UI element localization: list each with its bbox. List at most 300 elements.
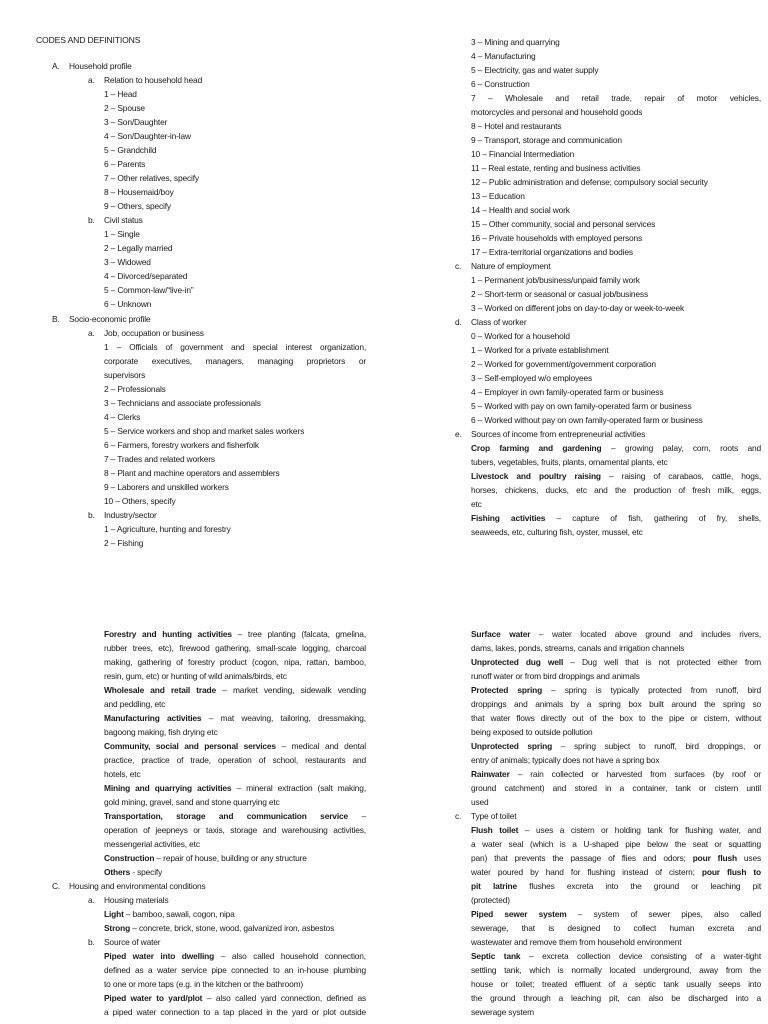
line-text: a. <box>88 895 95 905</box>
line-text: 2 – Legally married <box>104 243 173 253</box>
line-text: 2 – Short-term or seasonal or casual job/business <box>471 289 648 299</box>
text-line <box>471 64 598 78</box>
line-text: 6 – Farmers, forestry workers and fisherfolk <box>104 440 259 450</box>
text-line <box>104 796 280 810</box>
text-line <box>104 908 235 922</box>
bold-term: Light <box>104 909 124 919</box>
bold-term: Community, social and personal services <box>104 741 276 751</box>
bold-term: Surface water <box>471 629 531 639</box>
line-text: – repair of house, building or any structure <box>154 853 307 863</box>
text-line <box>104 355 366 369</box>
line-text: 8 – Hotel and restaurants <box>471 121 562 131</box>
line-text: 5 – Service workers and shop and market sales workers <box>104 426 305 436</box>
line-text: etc <box>471 499 482 509</box>
text-line <box>471 232 642 246</box>
text-line <box>471 866 761 880</box>
line-text: 2 – Worked for government/government corporation <box>471 359 656 369</box>
bold-term: Piped sewer system <box>471 909 567 919</box>
line-text: – tree planting (falcata, gmelina, <box>231 629 366 639</box>
text-line <box>52 880 60 894</box>
line-text: 5 – Common-law/“live-in” <box>104 285 194 295</box>
bold-term: Rainwater <box>471 769 510 779</box>
line-text: – excreta collection device consisting of a water-tight <box>520 951 761 961</box>
bold-term: Septic tank <box>471 951 521 961</box>
text-line <box>471 400 692 414</box>
line-text: – also called yard connection, defined as <box>202 993 366 1003</box>
text-line <box>471 768 761 782</box>
line-text: to one or more taps (e.g. in the kitchen or the bathroom) <box>104 979 304 989</box>
text-line <box>471 428 645 442</box>
text-line <box>471 978 761 992</box>
text-line <box>104 866 162 880</box>
text-line <box>471 246 633 260</box>
line-text: droppings and animals by a spring box built around the spring so <box>471 699 761 709</box>
line-text: practice, practice of trade, operation of school, restaurants and <box>104 755 366 765</box>
text-line <box>471 36 560 50</box>
text-line <box>471 134 622 148</box>
text-line <box>104 495 175 509</box>
text-line <box>455 428 462 442</box>
line-text: sewerage, that is designed to collect human excreta and <box>471 923 761 933</box>
text-line <box>104 894 168 908</box>
line-text: the ground through a leaching pit, can also be discharged into a <box>471 993 761 1003</box>
line-text: 7 – Trades and related workers <box>104 454 215 464</box>
line-text: 17 – Extra-territorial organizations and bodies <box>471 247 633 257</box>
text-line <box>471 302 684 316</box>
line-text: Housing materials <box>104 895 169 905</box>
text-line <box>104 838 200 852</box>
text-line <box>455 810 461 824</box>
text-line <box>471 526 643 540</box>
text-line <box>471 456 668 470</box>
text-line <box>104 74 202 88</box>
line-text: A. <box>52 61 60 71</box>
line-text: Housing and environmental conditions <box>69 881 206 891</box>
text-line <box>471 684 761 698</box>
text-line <box>471 316 526 330</box>
text-line <box>104 642 366 656</box>
line-text: C. <box>52 881 61 891</box>
text-line <box>471 740 761 754</box>
line-text: water poured by hand for flushing instead of cistern; <box>471 867 695 877</box>
line-text: – system of sewer pipes, also called <box>566 909 761 919</box>
line-text: 7 – Other relatives, specify <box>104 173 199 183</box>
line-text: seaweeds, etc, culturing fish, oyster, mussel, etc <box>471 527 643 537</box>
text-line <box>471 712 761 726</box>
text-line <box>104 144 156 158</box>
line-text: a. <box>88 75 95 85</box>
text-line <box>104 852 307 866</box>
text-line <box>104 467 280 481</box>
text-line <box>104 698 165 712</box>
text-line <box>471 512 761 526</box>
text-line <box>104 256 151 270</box>
line-text: corporate executives, managers, managing proprietors or <box>104 356 366 366</box>
text-line <box>471 92 761 106</box>
text-line <box>104 824 366 838</box>
text-line <box>104 200 171 214</box>
text-line <box>104 754 366 768</box>
line-text: 4 – Divorced/separated <box>104 271 188 281</box>
bold-term: Crop farming and gardening <box>471 443 602 453</box>
document-title: CODES AND DEFINITIONS <box>36 35 141 45</box>
text-line <box>104 740 366 754</box>
bold-term: Manufacturing activities <box>104 713 202 723</box>
line-text: runoff water or from bird droppings and animals <box>471 671 640 681</box>
line-text: 3 – Mining and quarrying <box>471 37 560 47</box>
text-line <box>104 712 366 726</box>
text-line <box>104 964 366 978</box>
bold-term: Others <box>104 867 131 877</box>
text-line <box>471 274 640 288</box>
text-line <box>471 386 663 400</box>
line-text: Industry/sector <box>104 510 157 520</box>
text-line <box>104 782 366 796</box>
line-text: – rain collected or harvested from surfaces (by roof or <box>509 769 761 779</box>
text-line <box>104 936 160 950</box>
line-text: – <box>348 811 366 821</box>
text-line <box>88 936 95 950</box>
line-text: 6 – Parents <box>104 159 146 169</box>
line-text: 12 – Public administration and defense; compulsory social security <box>471 177 708 187</box>
text-line <box>471 908 761 922</box>
line-text: 9 – Transport, storage and communication <box>471 135 622 145</box>
line-text: ground catchment) and stored in a container, tank or cistern until <box>471 783 761 793</box>
text-line <box>471 358 656 372</box>
text-line <box>88 327 95 341</box>
line-text: Nature of employment <box>471 261 551 271</box>
text-line <box>471 50 536 64</box>
text-line <box>104 411 140 425</box>
line-text: supervisors <box>104 370 146 380</box>
line-text: sewerage system <box>471 1007 534 1017</box>
line-text: b. <box>88 510 95 520</box>
line-text: entry of animals; typically does not have a spring box <box>471 755 660 765</box>
text-line <box>104 186 174 200</box>
line-text: 4 – Employer in own family-operated farm or business <box>471 387 664 397</box>
text-line <box>471 992 761 1006</box>
bold-term: Protected spring <box>471 685 543 695</box>
line-text: 1 – Permanent job/business/unpaid family work <box>471 275 640 285</box>
line-text: 6 – Worked without pay on own family-operated farm or business <box>471 415 703 425</box>
line-text: 11 – Real estate, renting and business activities <box>471 163 641 173</box>
text-line <box>471 796 489 810</box>
line-text: – Dug well that is not protected either from <box>563 657 761 667</box>
line-text: – spring subject to runoff, bird droppings, or <box>552 741 761 751</box>
text-line <box>104 397 261 411</box>
line-text: a piped water connection to a tap placed in the yard or plot outside <box>104 1007 366 1017</box>
text-line <box>471 950 761 964</box>
text-line <box>104 1006 366 1020</box>
text-line <box>471 964 761 978</box>
text-line <box>104 425 304 439</box>
line-text: 3 – Son/Daughter <box>104 117 168 127</box>
line-text: wastewater and remove them from household environment <box>471 937 682 947</box>
line-text: 1 – Head <box>104 89 137 99</box>
line-text: making, gathering of forestry product (cogon, nipa, rattan, bamboo, <box>104 657 366 667</box>
line-text: being exposed to outside pollution <box>471 727 593 737</box>
text-line <box>471 414 703 428</box>
line-text: – water located above ground and includes rivers, <box>530 629 761 639</box>
line-text: – bamboo, sawali, cogon, nipa <box>123 909 235 919</box>
text-line <box>455 260 461 274</box>
text-line <box>471 852 761 866</box>
text-line <box>104 214 143 228</box>
text-line <box>471 922 761 936</box>
line-text: – medical and dental <box>275 741 367 751</box>
line-text: tubers, vegetables, fruits, plants, ornamental plants, etc <box>471 457 668 467</box>
line-text: Class of worker <box>471 317 527 327</box>
line-text: operation of jeepneys or taxis, storage and warehousing activities, <box>104 825 366 835</box>
text-line <box>471 260 550 274</box>
line-text: Socio-economic profile <box>69 314 151 324</box>
line-text: – mineral extraction (salt making, <box>231 783 366 793</box>
bold-term: Transportation, storage and communication service <box>104 811 349 821</box>
line-text: – uses a cistern or holding tank for flushing water, and <box>518 825 761 835</box>
bold-term: Wholesale and retail trade <box>104 685 217 695</box>
line-text: 8 – Housemaid/boy <box>104 187 174 197</box>
line-text: 2 – Professionals <box>104 384 166 394</box>
text-line <box>104 950 366 964</box>
text-line <box>471 628 761 642</box>
line-text: 5 – Worked with pay on own family-operated farm or business <box>471 401 692 411</box>
text-line <box>104 341 366 355</box>
text-line <box>104 768 141 782</box>
line-text: horses, chickens, ducks, etc and the production of fresh milk, eggs, <box>471 485 761 495</box>
line-text: - specify <box>130 867 163 877</box>
text-line <box>104 116 167 130</box>
text-line <box>471 120 561 134</box>
text-line <box>52 60 60 74</box>
bold-term: Mining and quarrying activities <box>104 783 232 793</box>
text-line <box>104 537 143 551</box>
text-line <box>471 498 482 512</box>
line-text: Relation to household head <box>104 75 203 85</box>
text-line <box>88 894 95 908</box>
line-text: – mat weaving, tailoring, dressmaking, <box>201 713 366 723</box>
text-line <box>471 176 708 190</box>
line-text: 9 – Others, specify <box>104 201 171 211</box>
text-line <box>104 978 303 992</box>
line-text: a water seal (which is a U-shaped pipe below the seat or squatting <box>471 839 761 849</box>
line-text: – raising of carabaos, cattle, hogs, <box>600 471 761 481</box>
text-line <box>104 656 366 670</box>
text-line <box>471 372 592 386</box>
line-text: 14 – Health and social work <box>471 205 570 215</box>
line-text: Source of water <box>104 937 161 947</box>
bold-term: pour flush to <box>694 867 761 877</box>
bold-term: Unprotected dug well <box>471 657 564 667</box>
line-text: 10 – Financial Intermediation <box>471 149 575 159</box>
line-text: flushes excreta into the ground or leaching pit <box>517 881 761 891</box>
line-text: 10 – Others, specify <box>104 496 176 506</box>
bold-term: Strong <box>104 923 131 933</box>
line-text: 1 – Agriculture, hunting and forestry <box>104 524 231 534</box>
line-text: 16 – Private households with employed persons <box>471 233 643 243</box>
text-line <box>471 880 761 894</box>
line-text: 8 – Plant and machine operators and assemblers <box>104 468 280 478</box>
text-line <box>455 316 462 330</box>
line-text: pan) that prevents the passage of flies and odors; <box>471 853 686 863</box>
line-text: – growing palay, corn, roots and <box>601 443 762 453</box>
line-text: Sources of income from entrepreneurial activities <box>471 429 646 439</box>
text-line <box>104 670 287 684</box>
line-text: Type of toilet <box>471 811 517 821</box>
line-text: 1 – Single <box>104 229 140 239</box>
line-text: b. <box>88 215 95 225</box>
line-text: 3 – Worked on different jobs on day-to-day or week-to-week <box>471 303 685 313</box>
text-line <box>69 60 132 74</box>
text-line <box>88 74 95 88</box>
line-text: house or toilet; treated effluent of a septic tank usually seeps into <box>471 979 761 989</box>
text-line <box>471 78 530 92</box>
line-text: 3 – Self-employed w/o employees <box>471 373 593 383</box>
text-line <box>104 439 259 453</box>
bold-term: Fishing activities <box>471 513 546 523</box>
line-text: 15 – Other community, social and personal services <box>471 219 656 229</box>
line-text: 5 – Grandchild <box>104 145 157 155</box>
text-line <box>471 288 648 302</box>
line-text: resin, gum, etc) or hunting of wild animals/birds, etc <box>104 671 287 681</box>
line-text: c. <box>455 261 462 271</box>
line-text: – spring is typically protected from runoff, bird <box>542 685 761 695</box>
text-line <box>471 698 761 712</box>
line-text: – capture of fish, gathering of fry, shells, <box>545 513 761 523</box>
line-text: c. <box>455 811 462 821</box>
line-text: messengerial activities, etc <box>104 839 200 849</box>
bold-term: pour flush <box>685 853 737 863</box>
text-line <box>471 782 761 796</box>
line-text: 6 – Unknown <box>104 299 152 309</box>
text-line <box>471 204 570 218</box>
bold-term: Flush toilet <box>471 825 519 835</box>
text-line <box>104 810 366 824</box>
text-line <box>471 190 525 204</box>
line-text: that water flows directly out of the box to the pipe or cistern, without <box>471 713 761 723</box>
line-text: e. <box>455 429 462 439</box>
line-text: 5 – Electricity, gas and water supply <box>471 65 599 75</box>
line-text: a. <box>88 328 95 338</box>
text-line <box>471 754 659 768</box>
line-text: 13 – Education <box>471 191 525 201</box>
line-text: 4 – Clerks <box>104 412 141 422</box>
text-line <box>471 330 570 344</box>
line-text: 4 – Son/Daughter-in-law <box>104 131 191 141</box>
text-line <box>471 442 761 456</box>
line-text: Job, occupation or business <box>104 328 204 338</box>
line-text: d. <box>455 317 462 327</box>
text-line <box>104 992 366 1006</box>
text-line <box>88 214 95 228</box>
line-text: 2 – Fishing <box>104 538 144 548</box>
line-text: 4 – Manufacturing <box>471 51 536 61</box>
line-text: 6 – Construction <box>471 79 530 89</box>
text-line <box>471 670 640 684</box>
bold-term: Forestry and hunting activities <box>104 629 232 639</box>
line-text: 7 – Wholesale and retail trade, repair of motor vehicles, <box>471 93 761 103</box>
text-line <box>104 172 199 186</box>
text-line <box>471 936 681 950</box>
bold-term: Piped water to yard/plot <box>104 993 203 1003</box>
text-line <box>104 726 218 740</box>
text-line <box>69 313 150 327</box>
line-text: uses <box>736 853 761 863</box>
text-line <box>471 484 761 498</box>
line-text: 9 – Laborers and unskilled workers <box>104 482 229 492</box>
text-line <box>104 242 172 256</box>
bold-term: Piped water into dwelling <box>104 951 215 961</box>
line-text: 2 – Spouse <box>104 103 145 113</box>
line-text: 3 – Widowed <box>104 257 151 267</box>
text-line <box>104 88 137 102</box>
line-text: – concrete, brick, stone, wood, galvanized iron, asbestos <box>130 923 335 933</box>
text-line <box>52 313 60 327</box>
line-text: (protected) <box>471 895 510 905</box>
line-text: rubber trees, etc), firewood gathering, small-scale logging, charcoal <box>104 643 366 653</box>
bold-term: Construction <box>104 853 155 863</box>
text-line <box>471 824 761 838</box>
line-text: and peddling, etc <box>104 699 166 709</box>
text-line <box>104 327 204 341</box>
line-text: 1 – Officials of government and special interest organization, <box>104 342 366 352</box>
text-line <box>471 810 516 824</box>
text-line <box>471 218 655 232</box>
line-text: used <box>471 797 489 807</box>
line-text: bagoong making, fish drying etc <box>104 727 218 737</box>
text-line <box>104 922 334 936</box>
text-line <box>104 228 140 242</box>
line-text: 3 – Technicians and associate professionals <box>104 398 261 408</box>
text-line <box>104 523 231 537</box>
line-text: motorcycles and personal and household goods <box>471 107 643 117</box>
text-line <box>471 148 574 162</box>
line-text: Household profile <box>69 61 132 71</box>
text-line <box>104 102 145 116</box>
bold-term: Livestock and poultry raising <box>471 471 601 481</box>
text-line <box>69 880 206 894</box>
text-line <box>471 656 761 670</box>
text-line <box>471 642 684 656</box>
text-line <box>471 894 510 908</box>
text-line <box>104 628 366 642</box>
line-text: settling tank, which is normally located underground, away from the <box>471 965 761 975</box>
text-line <box>471 162 640 176</box>
line-text: defined as a water service pipe connected to an in-house plumbing <box>104 965 366 975</box>
text-line <box>104 509 157 523</box>
line-text: gold mining, gravel, sand and stone quarrying etc <box>104 797 280 807</box>
text-line <box>471 838 761 852</box>
text-line <box>104 158 145 172</box>
text-line <box>104 481 229 495</box>
text-line <box>471 106 642 120</box>
text-line <box>104 298 151 312</box>
text-line <box>471 344 609 358</box>
text-line <box>104 453 215 467</box>
line-text: – also called household connection, <box>214 951 366 961</box>
text-line <box>104 284 193 298</box>
line-text: hotels, etc <box>104 769 141 779</box>
line-text: – market vending, sidewalk vending <box>216 685 367 695</box>
line-text: 1 – Worked for a private establishment <box>471 345 609 355</box>
line-text: dams, lakes, ponds, streams, canals and irrigation channels <box>471 643 685 653</box>
text-line <box>471 1006 534 1020</box>
line-text: B. <box>52 314 60 324</box>
text-line <box>88 509 95 523</box>
line-text: b. <box>88 937 95 947</box>
text-line <box>104 684 366 698</box>
text-line <box>104 130 191 144</box>
bold-term: Unprotected spring <box>471 741 553 751</box>
